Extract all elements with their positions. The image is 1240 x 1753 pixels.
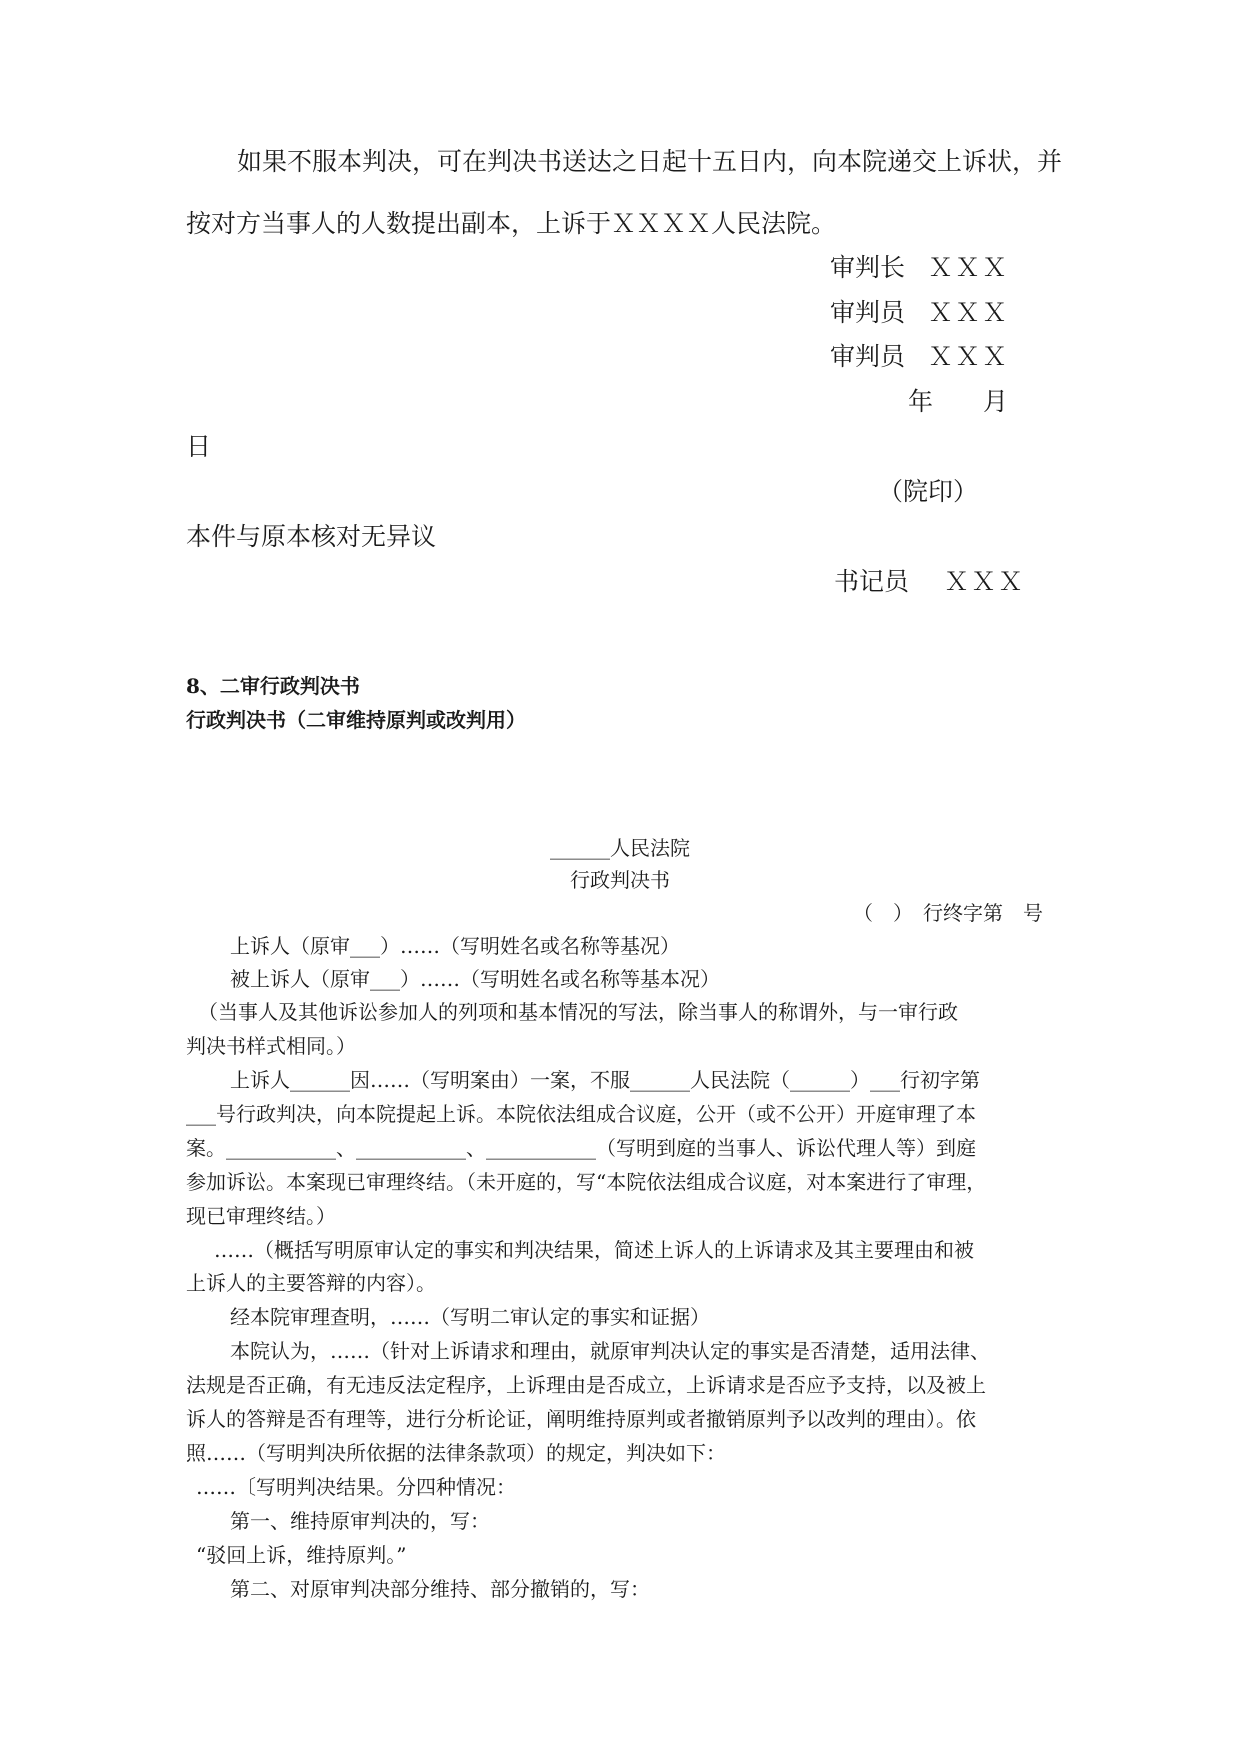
form-doc-title: 行政判决书 — [570, 868, 670, 892]
form-line-result-intro: ……〔写明判决结果。分四种情况： — [196, 1475, 516, 1499]
form-line-parties-note-2: 判决书样式相同。） — [186, 1034, 356, 1058]
form-line-summary-2: 上诉人的主要答辩的内容）。 — [186, 1271, 436, 1295]
form-line-case-second: 第二、对原审判决部分维持、部分撤销的，写： — [230, 1577, 650, 1601]
section-subtitle: 行政判决书（二审维持原判或改判用） — [186, 708, 526, 732]
form-line-appellant: 上诉人（原审___）……（写明姓名或名称等基况） — [230, 934, 680, 958]
clerk-name: ＸＸＸ — [944, 567, 1026, 596]
form-line-parties-note-1: （当事人及其他诉讼参加人的列项和基本情况的写法，除当事人的称谓外，与一审行政 — [198, 1000, 958, 1024]
form-line-case-1: 上诉人______因……（写明案由）一案，不服______人民法院（______）___行初字第 — [230, 1068, 980, 1092]
form-line-appellee: 被上诉人（原审___）……（写明姓名或名称等基本况） — [230, 967, 720, 991]
section-number-title: 8、二审行政判决书 — [186, 674, 360, 698]
clerk-role: 书记员 — [834, 567, 910, 596]
signature-judge-1-role: 审判员 — [830, 298, 906, 327]
case-number: （ ） 行终字第 号 — [853, 901, 1043, 925]
form-line-findings: 经本院审理查明，……（写明二审认定的事实和证据） — [230, 1305, 710, 1329]
signature-chief-judge-name: ＸＸＸ — [928, 253, 1010, 282]
signature-judge-2-role: 审判员 — [830, 342, 906, 371]
form-line-case-first-text: “驳回上诉，维持原判。” — [196, 1543, 407, 1567]
signature-judge-2-name: ＸＸＸ — [928, 342, 1010, 371]
form-line-case-5: 现已审理终结。） — [186, 1204, 336, 1228]
form-line-opinion-4: 照……（写明判决所依据的法律条款项）的规定，判决如下： — [186, 1441, 726, 1465]
form-line-case-4: 参加诉讼。本案现已审理终结。（未开庭的，写“本院依法组成合议庭，对本案进行了审理， — [186, 1170, 987, 1194]
date-day: 日 — [186, 432, 212, 461]
form-line-case-3: 案。___________、___________、___________（写明到庭的当事人、诉讼代理人等）到庭 — [186, 1136, 976, 1160]
court-seal-label: （院印） — [878, 477, 979, 506]
form-line-opinion-2: 法规是否正确，有无违反法定程序，上诉理由是否成立，上诉请求是否应予支持，以及被上 — [186, 1373, 986, 1397]
signature-chief-judge-role: 审判长 — [830, 253, 906, 282]
form-line-case-2: ___号行政判决，向本院提起上诉。本院依法组成合议庭，公开（或不公开）开庭审理了本 — [186, 1102, 976, 1126]
court-name: ______人民法院 — [550, 836, 690, 860]
verified-note: 本件与原本核对无异议 — [186, 522, 437, 551]
appeal-notice-line-2: 按对方当事人的人数提出副本，上诉于ＸＸＸＸ人民法院。 — [186, 209, 837, 238]
date-year-month: 年 月 — [908, 387, 1009, 416]
form-line-opinion-3: 诉人的答辩是否有理等，进行分析论证，阐明维持原判或者撤销原判予以改判的理由）。依 — [186, 1407, 976, 1431]
form-line-summary-1: ……（概括写明原审认定的事实和判决结果，简述上诉人的上诉请求及其主要理由和被 — [214, 1238, 974, 1262]
form-line-opinion-1: 本院认为，……（针对上诉请求和理由，就原审判决认定的事实是否清楚，适用法律、 — [230, 1339, 990, 1363]
form-line-case-first: 第一、维持原审判决的，写： — [230, 1509, 490, 1533]
signature-judge-1-name: ＸＸＸ — [928, 298, 1010, 327]
appeal-notice-line-1: 如果不服本判决，可在判决书送达之日起十五日内，向本院递交上诉状，并 — [237, 147, 1063, 176]
